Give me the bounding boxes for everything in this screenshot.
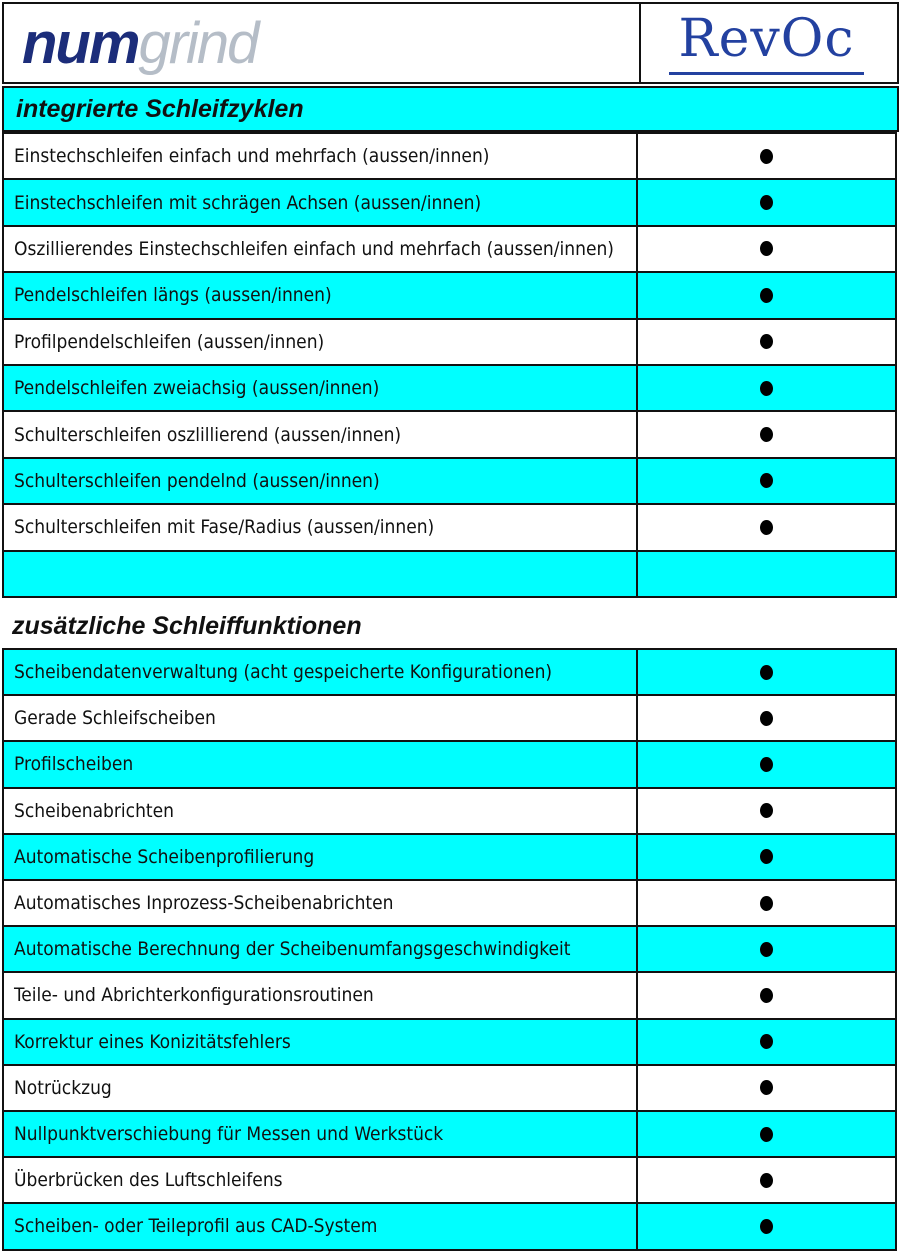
support-cell [638, 742, 895, 786]
bullet-icon [760, 942, 773, 957]
table-row [2, 648, 897, 696]
feature-label: Automatische Scheibenprofilierung [14, 845, 315, 868]
feature-label: Einstechschleifen mit schrägen Achsen (aussen/innen) [14, 191, 482, 214]
support-cell [638, 1020, 895, 1064]
support-cell [638, 1204, 895, 1248]
table-row [2, 1156, 897, 1204]
support-cell [638, 835, 895, 879]
feature-label: Scheiben- oder Teileprofil aus CAD-System [14, 1215, 378, 1238]
feature-label: Gerade Schleifscheiben [14, 707, 216, 730]
feature-label: Automatische Berechnung der Scheibenumfangsgeschwindigkeit [14, 938, 571, 961]
bullet-icon [760, 757, 773, 772]
support-cell [638, 180, 895, 224]
feature-label: Schulterschleifen mit Fase/Radius (aussen/innen) [14, 516, 435, 539]
support-cell [638, 134, 895, 178]
feature-label: Einstechschleifen einfach und mehrfach (aussen/innen) [14, 145, 490, 168]
bullet-icon [760, 665, 773, 680]
bullet-icon [760, 149, 773, 164]
bullet-icon [760, 1127, 773, 1142]
feature-label: Pendelschleifen zweiachsig (aussen/innen) [14, 377, 380, 400]
support-cell [638, 973, 895, 1017]
table-row [2, 550, 897, 598]
support-cell [638, 789, 895, 833]
table-row [2, 132, 897, 180]
feature-label: Korrektur eines Konizitätsfehlers [14, 1030, 291, 1053]
table-row [2, 1202, 897, 1250]
numgrind-logo: numgrind [22, 11, 258, 76]
table-row [2, 225, 897, 273]
revoc-logo: RevOc [669, 10, 864, 68]
support-cell [638, 1158, 895, 1202]
bullet-icon [760, 334, 773, 349]
feature-label: Automatisches Inprozess-Scheibenabrichten [14, 892, 394, 915]
header [2, 2, 899, 84]
feature-label [4, 552, 636, 596]
support-cell [638, 927, 895, 971]
bullet-icon [760, 988, 773, 1003]
feature-label: Teile- und Abrichterkonfigurationsroutinen [14, 984, 374, 1007]
table-row [2, 787, 897, 835]
support-cell [638, 1112, 895, 1156]
header-divider [639, 4, 641, 82]
bullet-icon [760, 195, 773, 210]
table-row [2, 410, 897, 458]
bullet-icon [760, 288, 773, 303]
support-cell [638, 320, 895, 364]
table-row [2, 1064, 897, 1112]
support-cell [638, 881, 895, 925]
support-cell [638, 412, 895, 456]
feature-label: Scheibenabrichten [14, 799, 174, 822]
support-cell [638, 227, 895, 271]
support-cell [638, 366, 895, 410]
table-row [2, 503, 897, 551]
bullet-icon [760, 849, 773, 864]
support-cell [638, 459, 895, 503]
table-row [2, 364, 897, 412]
table-row [2, 879, 897, 927]
bullet-icon [760, 803, 773, 818]
feature-label: Notrückzug [14, 1076, 112, 1099]
feature-label: Scheibendatenverwaltung (acht gespeicherte Konfigurationen) [14, 661, 553, 684]
feature-label: Pendelschleifen längs (aussen/innen) [14, 284, 332, 307]
table-row [2, 925, 897, 973]
section-title-functions: zusätzliche Schleiffunktionen [12, 612, 362, 640]
support-cell [638, 273, 895, 317]
bullet-icon [760, 381, 773, 396]
bullet-icon [760, 473, 773, 488]
support-cell [638, 696, 895, 740]
feature-label: Schulterschleifen oszlillierend (aussen/innen) [14, 423, 402, 446]
feature-label: Nullpunktverschiebung für Messen und Werkstück [14, 1123, 444, 1146]
feature-label: Profilpendelschleifen (aussen/innen) [14, 330, 325, 353]
feature-label: Schulterschleifen pendelnd (aussen/innen) [14, 469, 380, 492]
table-row [2, 1018, 897, 1066]
table-row [2, 1110, 897, 1158]
feature-label: Profilscheiben [14, 753, 134, 776]
table-row [2, 271, 897, 319]
table-row [2, 740, 897, 788]
bullet-icon [760, 520, 773, 535]
bullet-icon [760, 896, 773, 911]
table-row [2, 971, 897, 1019]
table-row [2, 457, 897, 505]
table-row [2, 694, 897, 742]
table-row [2, 178, 897, 226]
bullet-icon [760, 1173, 773, 1188]
table-row [2, 318, 897, 366]
table-row [2, 833, 897, 881]
bullet-icon [760, 1034, 773, 1049]
support-cell [638, 1066, 895, 1110]
section-title-cycles: integrierte Schleifzyklen [2, 86, 899, 132]
feature-label: Überbrücken des Luftschleifens [14, 1169, 283, 1192]
bullet-icon [760, 711, 773, 726]
feature-label: Oszillierendes Einstechschleifen einfach und mehrfach (aussen/innen) [14, 237, 614, 260]
bullet-icon [760, 1080, 773, 1095]
bullet-icon [760, 427, 773, 442]
support-cell [638, 552, 895, 596]
bullet-icon [760, 1219, 773, 1234]
support-cell [638, 505, 895, 549]
bullet-icon [760, 241, 773, 256]
support-cell [638, 650, 895, 694]
